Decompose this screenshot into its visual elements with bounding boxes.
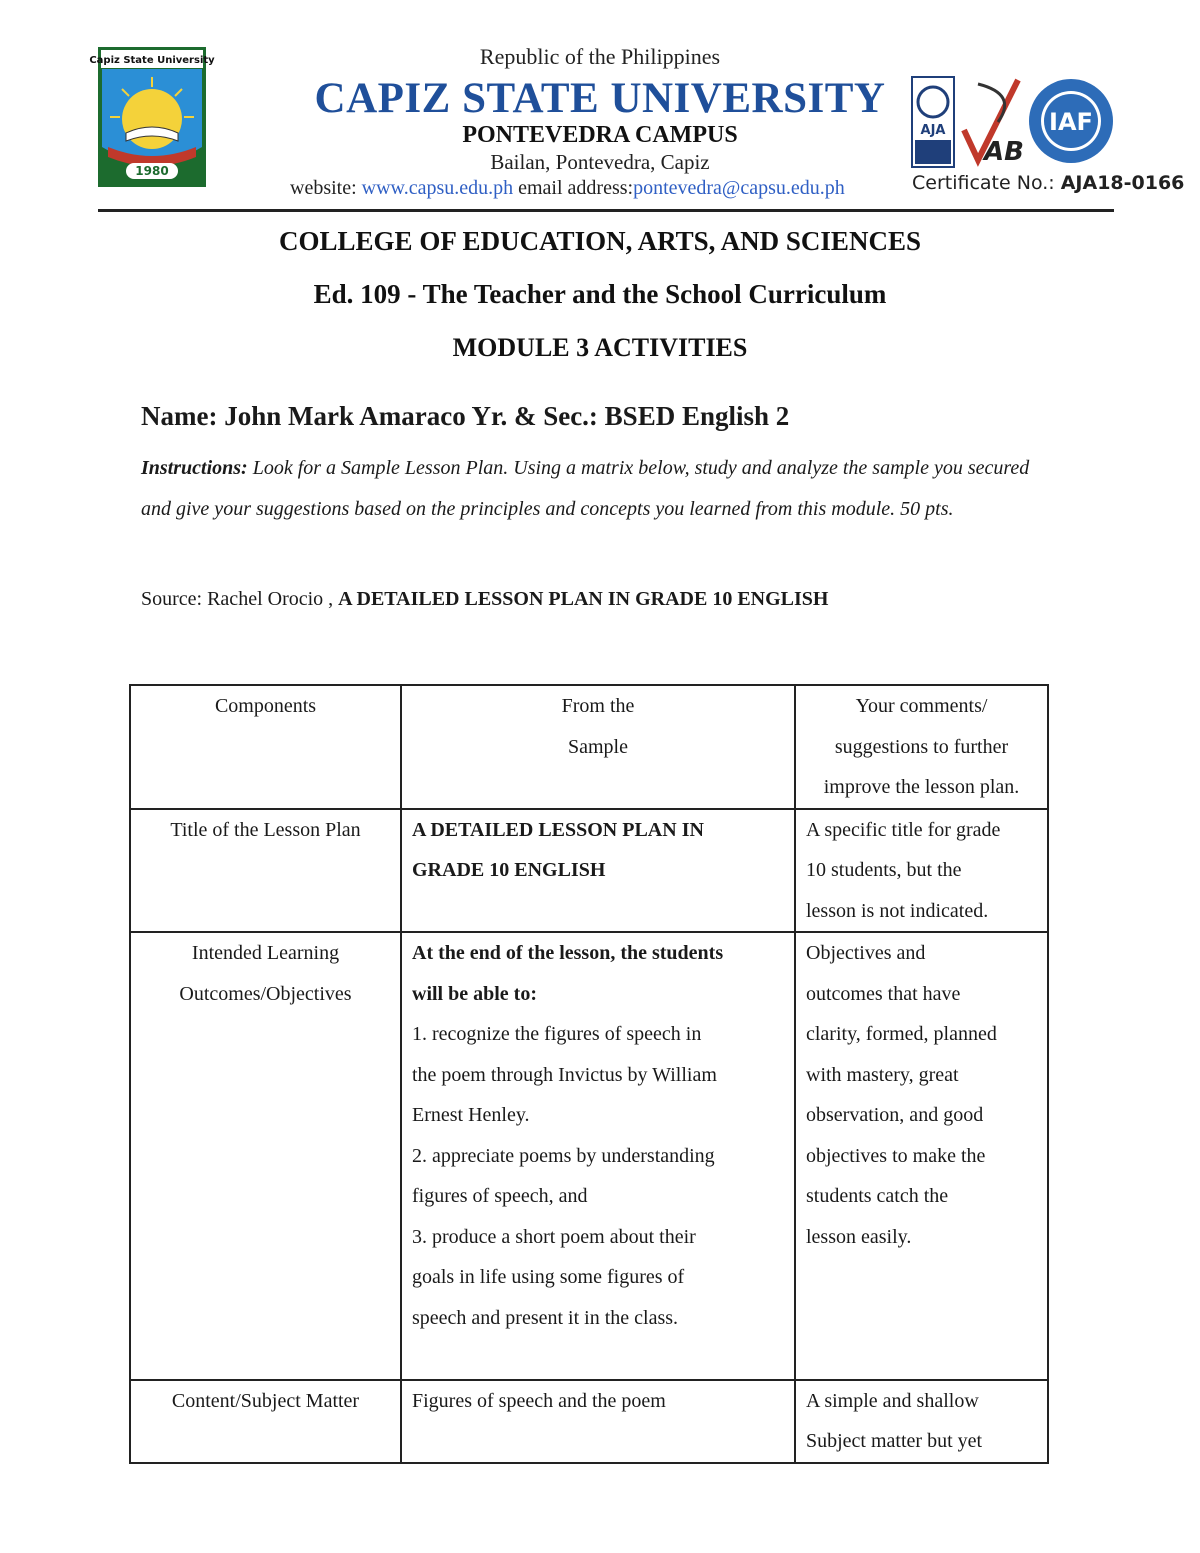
cert-label: Certificate No.: [912,172,1061,194]
cell-line: clarity, formed, planned [806,1023,997,1045]
cell-line: 1. recognize the figures of speech in [412,1023,702,1045]
cell-line: students catch the [806,1185,949,1207]
republic-line: Republic of the Philippines [479,44,721,69]
header-comments-line: improve the lesson plan. [823,776,1020,798]
pab-badge-icon [958,74,1024,170]
cell-line: Content/Subject Matter [171,1389,360,1412]
aja-badge-text: AJA [920,123,946,138]
component-cell [130,809,401,933]
source-line [141,588,828,611]
header-sample-line: Sample [568,735,628,758]
header-comments-line: Your comments/ [855,695,988,717]
cell-line: lesson is not indicated. [806,899,989,922]
cell-line: Ernest Henley. [412,1104,530,1126]
header-components-text: Components [214,695,317,717]
website-link[interactable]: www.capsu.edu.ph [361,177,514,199]
table-row [130,809,1048,933]
logo-text: Capiz State University [89,55,215,66]
cell-line: Outcomes/Objectives [179,982,352,1005]
comment-cell [795,932,1048,1380]
contact-line [290,177,845,200]
table-row [130,932,1048,1380]
cell-line: goals in life using some figures of [412,1266,685,1288]
cell-line: speech and present it in the class. [412,1306,679,1329]
cell-line: figures of speech, and [412,1185,588,1207]
cell-line: observation, and good [806,1104,984,1126]
cell-line: outcomes that have [806,982,961,1005]
instructions-label: Instructions: [141,457,248,479]
instructions-text: Look for a Sample Lesson Plan. Using a matrix below, study and analyze the sample you secured and give your suggestions based on the principles and concepts you learned from this module. 50 pts. [141,457,1030,520]
pab-badge-text: AB [984,137,1024,167]
email-label: email address: [513,177,634,199]
instructions [141,448,1061,530]
cell-line: will be able to: [412,982,537,1005]
header-sample [401,685,795,809]
course-title: Ed. 109 - The Teacher and the School Curriculum [313,279,887,309]
website-label: website: [290,177,362,199]
aja-badge-icon [911,76,955,168]
cell-line: At the end of the lesson, the students [412,942,724,964]
university-name: CAPIZ STATE UNIVERSITY [314,75,886,122]
cell-line: Figures of speech and the poem [412,1389,666,1412]
header-sample-line: From the [561,695,635,717]
sample-cell [401,932,795,1380]
email-link[interactable]: pontevedra@capsu.edu.ph [633,177,845,199]
cell-line: 10 students, but the [806,859,962,881]
header-divider [98,209,1114,212]
comment-cell [795,1380,1048,1463]
cell-line: Objectives and [806,942,926,964]
campus-name: PONTEVEDRA CAMPUS [462,122,738,148]
cell-line: the poem through Invictus by William [412,1063,717,1086]
source-title: A DETAILED LESSON PLAN IN GRADE 10 ENGLISH [338,588,829,610]
cell-line: A specific title for grade [806,818,1001,841]
logo-year: 1980 [135,164,169,178]
cell-line: with mastery, great [806,1063,959,1086]
cell-spacer [412,1338,784,1379]
cert-value: AJA18-0166 [1060,172,1185,194]
cell-line: Intended Learning [191,942,340,964]
module-title: MODULE 3 ACTIVITIES [452,333,748,362]
cell-line: GRADE 10 ENGLISH [412,859,606,881]
analysis-matrix [129,684,1049,1464]
cell-line: Title of the Lesson Plan [170,818,361,841]
header-comments-line: suggestions to further [834,735,1009,758]
table-header-row [130,685,1048,809]
campus-address: Bailan, Pontevedra, Capiz [490,150,710,174]
cell-line: lesson easily. [806,1225,912,1248]
iaf-badge-icon [1028,78,1114,164]
cell-line: A simple and shallow [806,1389,979,1412]
component-cell [130,1380,401,1463]
table-row [130,1380,1048,1463]
student-info: Name: John Mark Amaraco Yr. & Sec.: BSED English 2 [141,401,790,431]
cell-line: Subject matter but yet [806,1430,983,1452]
capsu-logo [89,47,215,187]
source-label: Source: Rachel Orocio , [141,588,339,610]
sample-cell [401,809,795,933]
cell-line: A DETAILED LESSON PLAN IN [412,818,704,841]
cell-line: objectives to make the [806,1144,986,1167]
college-title: COLLEGE OF EDUCATION, ARTS, AND SCIENCES [279,226,921,256]
cell-line: 3. produce a short poem about their [412,1225,696,1248]
component-cell [130,932,401,1380]
header-comments [795,685,1048,809]
header-components [130,685,401,809]
iaf-badge-text: IAF [1049,108,1093,136]
comment-cell [795,809,1048,933]
sample-cell [401,1380,795,1463]
certificate-number [912,172,1184,194]
cell-line: 2. appreciate poems by understanding [412,1144,715,1167]
